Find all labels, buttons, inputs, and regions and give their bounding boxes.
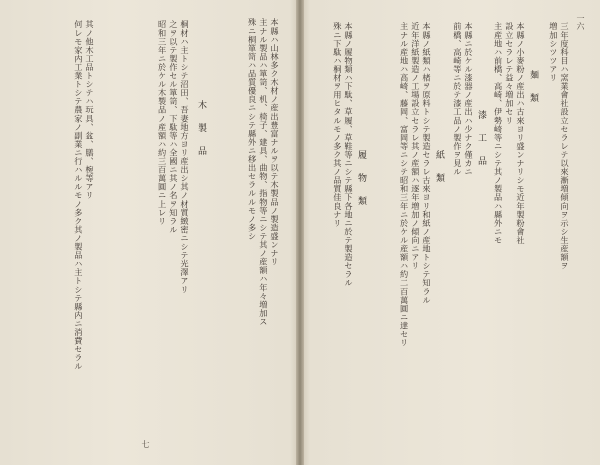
- left-text-block-1: 本縣ハ山林多ク木材ノ産出豊富ナルヲ以テ木製品ノ製造盛ンナリ 主ナル製品ハ箪笥、机、椅子、建具、曲物、指物等ニシテ其ノ産額ハ年々増加ス 殊ニ桐箪笥ハ品質優良ニシテ縣外ニ移出セラルルモノ多シ: [247, 18, 280, 326]
- right-heading-paper: 紙類: [434, 150, 444, 196]
- left-text-block-2: 桐材ハ主トシテ沼田、吾妻地方ヨリ産出シ其ノ材質緻密ニシテ光澤アリ 之ヲ以テ製作セル箪笥、下駄等ハ全國ニ其ノ名ヲ知ラル 昭和三年ニ於ケル木製品ノ産額ハ約三百萬圓ニ上レリ: [157, 20, 190, 294]
- right-page: [300, 0, 600, 465]
- right-heading-lacquer: 漆工品: [476, 110, 486, 179]
- left-text-block-3: 其ノ他木工品トシテハ玩具、盆、膳、椀等アリ 何レモ家内工業トシテ農家ノ副業ニ行ハルルモノ多ク其ノ製品ハ主トシテ縣内ニ消費セラル: [73, 20, 95, 371]
- left-heading-wood-products: 木製品: [196, 100, 206, 169]
- right-text-block-3: 本縣ニ於ケル漆器ノ産出ハ少ナク僅カニ前橋、高崎等ニ於テ漆工品ノ製作ヲ見ル: [452, 22, 474, 176]
- right-text-block-5: 本縣ノ履物類ハ下駄、草履、草鞋等ニシテ縣下各地ニ於テ製造セラル 殊ニ下駄ハ桐材ヲ用ヒタルモノ多ク其ノ品質佳良ナリ: [332, 22, 354, 288]
- right-text-block-2: 本縣ノ小麥粉ノ産出ハ古來ヨリ盛ンナリシモ近年製粉會社設立セラレテ益々増加セリ 主産地ハ前橋、高崎、伊勢崎等ニシテ其ノ製品ハ縣外ニモ: [493, 22, 526, 245]
- left-page-number: 七: [141, 440, 150, 448]
- right-text-block-1: 三年度科目ハ窯業會社設立セラレテ以來漸増傾向ヲ示シ生産額ヲ増加シツツアリ: [548, 22, 570, 270]
- right-heading-footwear: 履物類: [356, 150, 366, 219]
- book-gutter: [296, 0, 304, 465]
- right-heading-noodles: 麺類: [528, 70, 538, 116]
- right-text-block-4: 本縣ノ紙類ハ楮ヲ原料トシテ製造セラレ古來ヨリ和紙ノ産地トシテ知ラル 近年洋紙製造ノ工場設立セラレ其ノ産額ハ逐年増加ノ傾向ニアリ 主ナル産地ハ高崎、藤岡、富岡等ニシテ昭和三年ニ於ケル産額ハ約二百萬圓ニ達セリ: [399, 22, 432, 347]
- right-page-number: 一六: [576, 14, 585, 30]
